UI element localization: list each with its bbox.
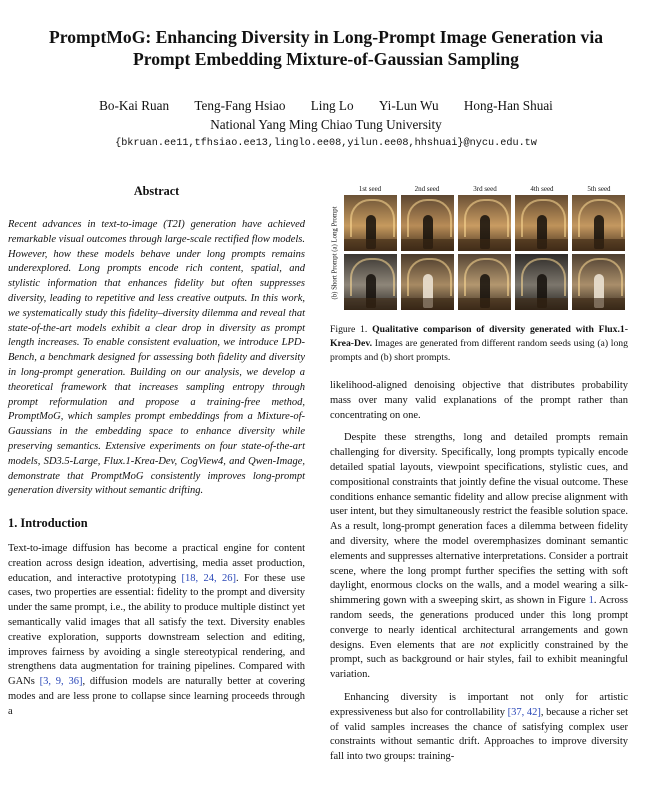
seed-label: 5th seed [587,185,611,193]
generated-image-short-4 [515,254,568,310]
seed-label: 1st seed [358,185,382,193]
intro-text: . For these use cases, two properties are essential: fidelity to the prompt and diversity under the same prompt, i.e., the ability to produce multiple distinct yet semantically valid images that all satisfy the text. Diversity enables creative exploration, supports downstream selection and editing, improves fairness by avoiding a single stereotypical rendering, and strengthens data augmentation for training pipelines. Compared with GANs [8,572,305,688]
title-line-2: Prompt Embedding Mixture-of-Gaussian Sampling [133,49,519,69]
right-column [330,379,628,765]
introduction-heading: 1. Introduction [8,516,88,531]
author-emails: {bkruan.ee11,tfhsiao.ee13,linglo.ee08,yilun.ee08,hhshuai}@nycu.edu.tw [115,138,537,149]
caption-bold: Qualitative comparison of diversity generated with Flux.1-Krea-Dev. [330,324,628,349]
introduction-body [8,542,305,720]
generated-image-long-1 [344,195,397,251]
citation-link[interactable]: [3, 9, 36] [39,676,83,688]
body-paragraph: likelihood-aligned denoising objective that distributes probability mass over many valid explanations of the prompt rather than concentrating on one. [330,380,628,421]
left-column [8,183,305,720]
body-paragraph: Enhancing diversity is important not only for artistic expressiveness but also for controllability [37, 42], because a richer set of valid samples increases the chance of satisfying complex user constraints without semantic drift. Approaches to improve diversity fall into two groups: training- [330,691,629,763]
author-name: Bo-Kai Ruan [99,98,170,113]
row-labels: (b) Short Prompt (a) Long Prompt [331,206,339,300]
body-paragraph: Despite these strengths, long and detailed prompts remain challenging for diversity. Specifically, long prompts typically encode detailed spatial layouts, viewpoint specifications, stylistic cues, and compositional constraints that jointly define the visual outcome. These conditions enhance semantic fidelity and allow precise alignment with user intent, but they simultaneously restrict the feasible solution space. As a result, long-prompt generation faces a dilemma between fidelity and diversity, where the model overemphasizes dominant semantic elements and suppresses alternative interpretations. Consider a portrait scene, where the long prompt further specifies the setting with soft daylight, enormous clocks on the walls, and a model wearing a silk-shimmering gown with a sweeping skirt, as shown in Figure 1. Across random seeds, the generations produced under this long prompt converge to nearly identical architectural arrangements and gown designs. Even elements that are not explicitly constrained by the prompt, such as background or hair styles, fail to exhibit meaningful variation. [330,432,628,681]
abstract-text: Recent advances in text-to-image (T2I) generation have achieved remarkable visual outcomes through large-scale rectified flow models. However, how these models behave under long prompts remains underexplored. Long prompts encode rich content, spatial, and stylistic information that enhances fidelity but often suppresses diversity, leading to repetitive and less creative outputs. In this work, we systematically study this fidelity–diversity dilemma and reveal that state-of-the-art models exhibit a clear drop in diversity as prompt length increases. To enable consistent evaluation, we introduce LPD-Bench, a benchmark designed for assessing both fidelity and diversity in long-prompt generation. Building on our analysis, we develop a theoretical framework that increases sampling entropy through prompt reformulation and propose a training-free method, PromptMoG, which samples prompt embeddings from a Mixture-of-Gaussians in the embedding space to enhance diversity while preserving semantics. Extensive experiments on four state-of-the-art models, SD3.5-Large, Flux.1-Krea-Dev, CogView4, and Qwen-Image, demonstrate that PromptMoG consistently improves long-prompt generation diversity without semantic drifting. [8,219,305,497]
seed-label: 2nd seed [414,185,440,193]
intro-text: , diffusion models are naturally better at covering modes and are less prone to collapse since learning proceeds through a [8,676,305,717]
generated-image-long-5 [572,195,625,251]
intro-text: Text-to-image diffusion has become a practical engine for content creation across design ideation, advertising, media asset production, education, and interactive prototyping [8,542,305,584]
paper-title [10,26,642,70]
generated-image-short-1 [344,254,397,310]
citation-link[interactable]: [37, 42] [507,706,541,718]
citation-link[interactable]: [18, 24, 26] [181,572,237,584]
figure-caption: Figure 1. Qualitative comparison of diversity generated with Flux.1-Krea-Dev. Images are generated from different random seeds using (a) long prompts and (b) short prompts. [330,324,628,363]
abstract-body [8,218,305,499]
generated-image-short-3 [458,254,511,310]
seed-header-row [330,183,628,195]
image-grid [330,195,628,312]
seed-label: 3rd seed [473,185,497,193]
generated-image-short-5 [572,254,625,310]
intro-paragraph [8,542,305,720]
author-name: Teng-Fang Hsiao [194,98,286,113]
figure-reference-link[interactable]: 1 [588,595,594,607]
figure-1 [330,183,628,363]
author-name: Ling Lo [310,98,354,113]
generated-image-long-2 [401,195,454,251]
abstract-heading: Abstract [133,184,180,198]
title-line-1: PromptMoG: Enhancing Diversity in Long-Prompt Image Generation via [48,27,604,47]
generated-image-long-4 [515,195,568,251]
generated-image-long-3 [458,195,511,251]
generated-image-short-2 [401,254,454,310]
author-list [0,97,652,114]
author-name: Hong-Han Shuai [463,98,553,113]
affiliation: National Yang Ming Chiao Tung University [210,117,442,132]
emphasis-not: not [480,639,494,651]
seed-label: 4th seed [530,185,554,193]
author-name: Yi-Lun Wu [378,98,439,113]
